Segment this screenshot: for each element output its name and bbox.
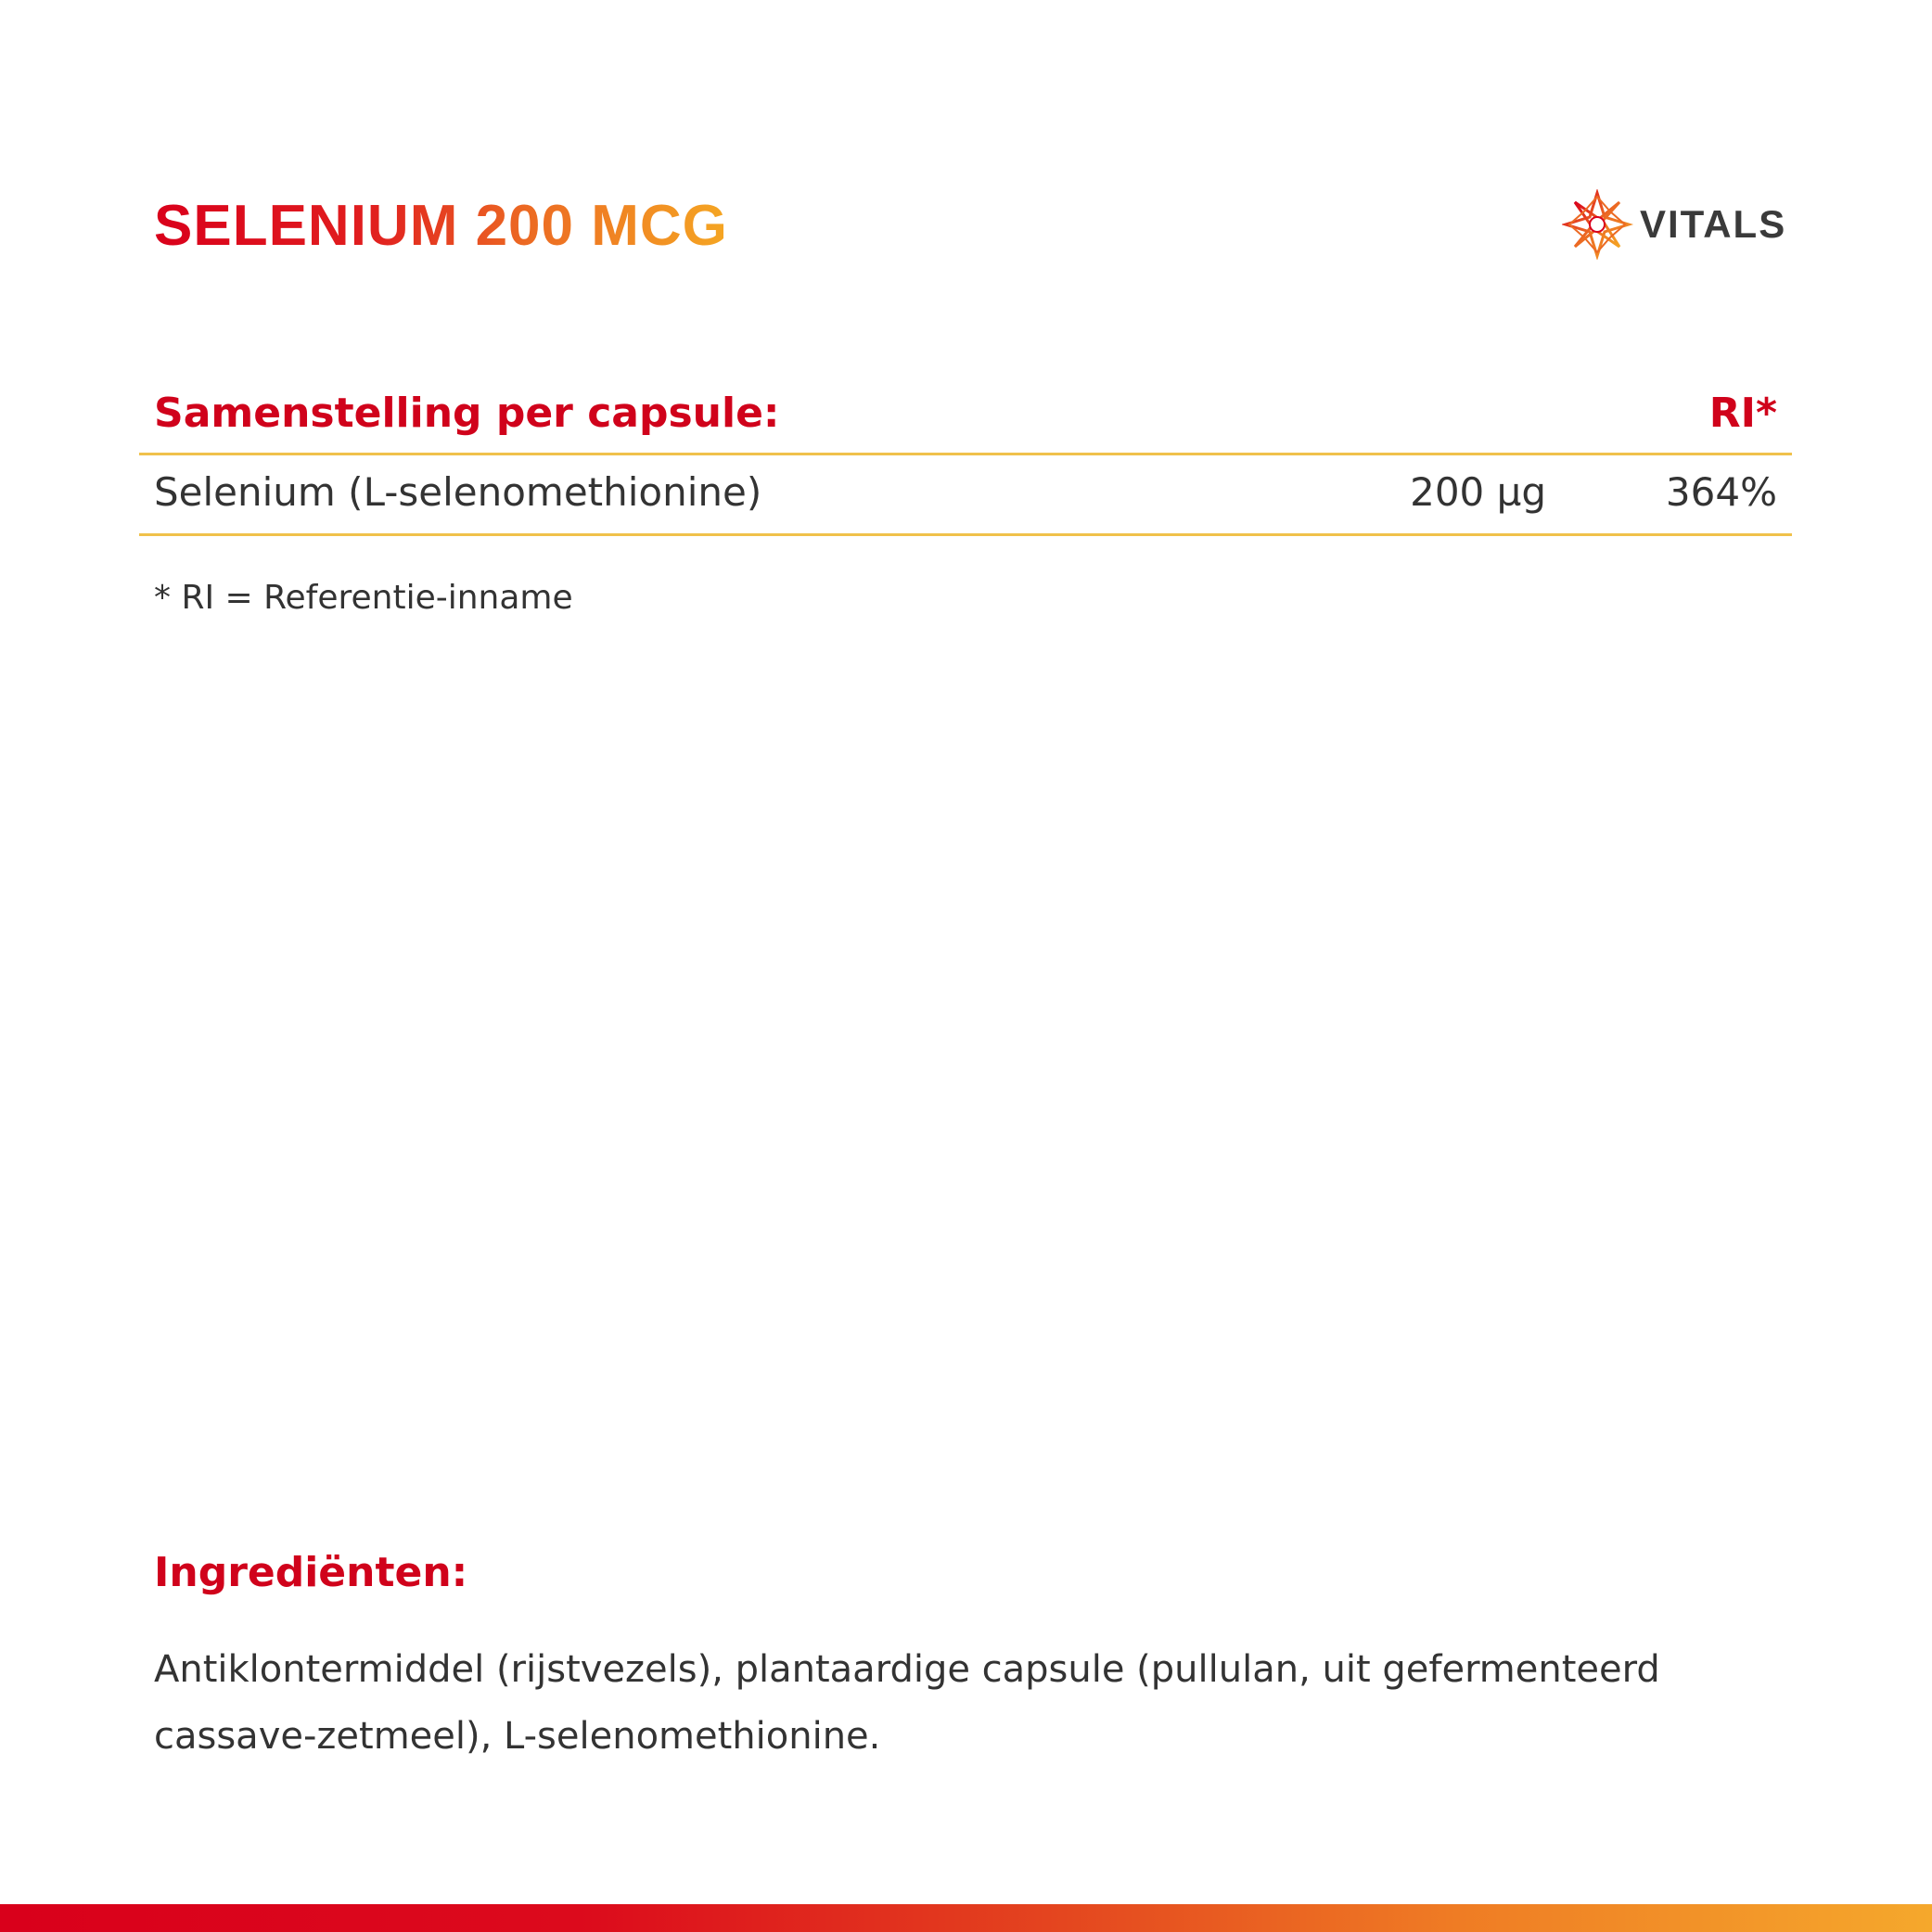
table-row [139, 455, 1792, 536]
star-burst-logo-icon [1562, 189, 1796, 260]
ingredients-text: Antiklontermiddel (rijstvezels), plantaardige capsule (pullulan, uit gefermenteerd cassave-zetmeel), L-selenomethionine. [154, 1648, 1660, 1758]
ingredient-amount: 200 µg [1410, 469, 1546, 515]
ingredient-name: Selenium (L-selenomethionine) [154, 469, 762, 515]
brand-logo [1562, 189, 1796, 260]
ingredient-ri: 364% [1665, 469, 1777, 515]
product-title: SELENIUM 200 MCG [154, 194, 728, 258]
composition-heading: Samenstelling per capsule: [154, 390, 780, 437]
ri-heading: RI* [1708, 390, 1777, 437]
composition-table [139, 380, 1792, 536]
ri-footnote: * RI = Referentie-inname [154, 579, 573, 617]
ingredients-heading: Ingrediënten: [154, 1549, 468, 1596]
table-header [139, 380, 1792, 455]
footer-gradient-bar [0, 1904, 1932, 1932]
brand-name: VITALS [1640, 202, 1787, 246]
